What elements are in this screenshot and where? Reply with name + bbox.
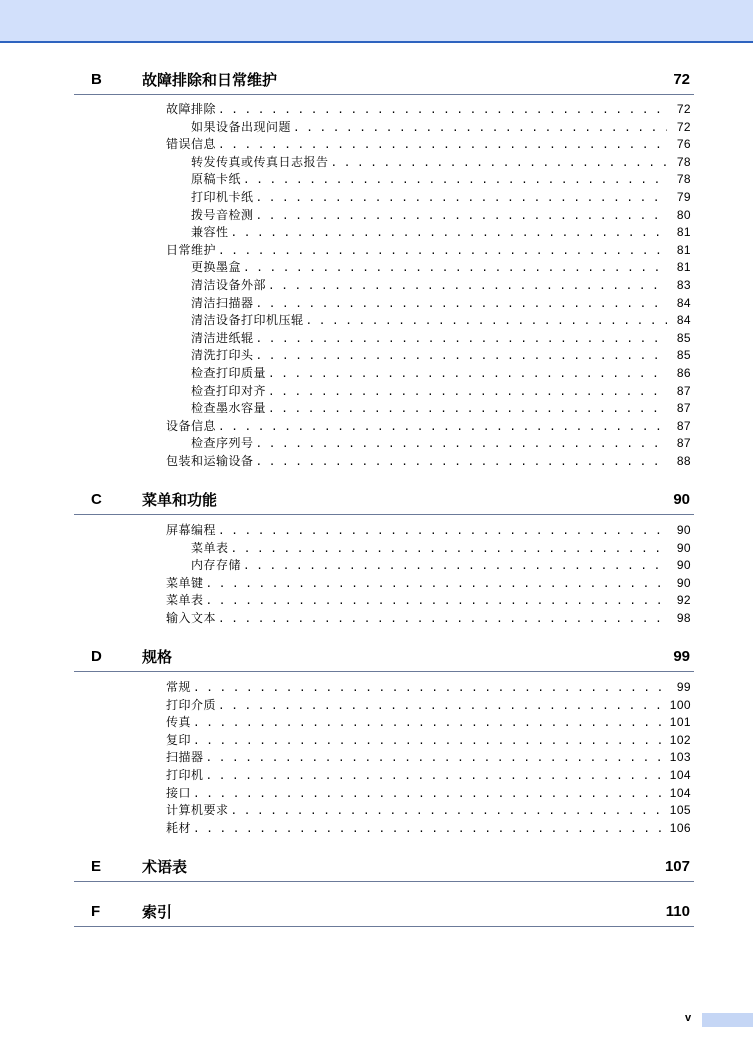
toc-entry-title: 更换墨盒: [191, 260, 242, 275]
chapter-heading-d[interactable]: [74, 647, 694, 672]
toc-entry[interactable]: [191, 435, 691, 453]
page-number: v: [685, 1012, 692, 1024]
dot-leader: [256, 347, 667, 365]
toc-entry-title: 打印介质: [166, 697, 217, 712]
toc-entry-title: 检查打印质量: [191, 366, 267, 380]
dot-leader: [231, 802, 666, 820]
chapter-letter: F: [91, 903, 101, 920]
chapter-page: 90: [673, 491, 690, 508]
dot-leader: [256, 330, 667, 348]
toc-entry[interactable]: [191, 171, 691, 189]
dot-leader: [206, 767, 666, 785]
toc-entry[interactable]: [191, 259, 691, 277]
toc-entry[interactable]: [166, 679, 691, 697]
toc-entry-page: 90: [676, 558, 691, 573]
dot-leader: [268, 277, 667, 295]
toc-entry-page: 84: [676, 313, 691, 328]
toc-entry-title: 检查序列号: [191, 436, 254, 451]
toc-entry-title: 菜单表: [191, 540, 229, 555]
toc-entry[interactable]: [166, 575, 691, 593]
toc-entry-title: 内存存储: [191, 558, 242, 573]
toc-entry-page: 106: [669, 820, 691, 835]
dot-leader: [331, 154, 667, 172]
dot-leader: [218, 242, 667, 260]
chapter-title: 故障排除和日常维护: [142, 71, 278, 89]
toc-entry-page: 76: [676, 137, 691, 152]
page-number-tab: [702, 1013, 753, 1027]
toc-entry-page: 87: [676, 436, 691, 451]
toc-entry-page: 78: [676, 172, 691, 187]
toc-entry-page: 99: [676, 680, 691, 694]
toc-entry-title: 接口: [166, 785, 192, 800]
toc-entry[interactable]: [166, 242, 691, 260]
dot-leader: [218, 136, 667, 154]
toc-entry[interactable]: [166, 610, 691, 628]
chapter-title: 规格: [142, 648, 173, 666]
toc-entry[interactable]: [166, 453, 691, 471]
toc-entry[interactable]: [191, 154, 691, 172]
toc-entry[interactable]: [191, 119, 691, 137]
toc-entry-title: 输入文本: [166, 611, 217, 625]
toc-entry-page: 78: [676, 154, 691, 169]
toc-entry-page: 90: [676, 523, 691, 537]
toc-entry[interactable]: [166, 714, 691, 732]
toc-entry[interactable]: [166, 802, 691, 820]
toc-entry-page: 104: [669, 785, 691, 800]
dot-leader: [206, 749, 666, 767]
toc-entry-title: 清洁进纸辊: [191, 330, 254, 345]
dot-leader: [256, 453, 667, 471]
toc-entry[interactable]: [166, 749, 691, 767]
toc-entry-page: 86: [676, 366, 691, 380]
chapter-title: 术语表: [142, 858, 188, 876]
toc-entry-page: 90: [676, 575, 691, 590]
toc-entry-title: 菜单键: [166, 575, 204, 590]
chapter-heading-f[interactable]: [74, 902, 694, 927]
chapter-page: 99: [673, 648, 690, 665]
toc-entry-title: 兼容性: [191, 225, 229, 240]
toc-entry[interactable]: [191, 400, 691, 418]
toc-entry-title: 耗材: [166, 820, 192, 835]
toc-entry-title: 检查墨水容量: [191, 401, 267, 416]
dot-leader: [268, 400, 667, 418]
toc-entry-page: 72: [676, 119, 691, 134]
toc-entry-page: 81: [676, 225, 691, 240]
dot-leader: [218, 101, 667, 119]
toc-entry-title: 拨号音检测: [191, 207, 254, 222]
toc-entry-title: 计算机要求: [166, 803, 229, 818]
toc-entry-page: 90: [676, 540, 691, 555]
toc-entry-page: 87: [676, 383, 691, 398]
toc-entry-title: 打印机: [166, 768, 204, 782]
toc-entry-page: 79: [676, 190, 691, 204]
chapter-letter: E: [91, 858, 102, 875]
toc-entry[interactable]: [166, 767, 691, 785]
toc-entry[interactable]: [191, 277, 691, 295]
dot-leader: [218, 697, 666, 715]
toc-entry[interactable]: [191, 312, 691, 330]
toc-entry[interactable]: [166, 732, 691, 750]
dot-leader: [193, 820, 666, 838]
toc-entry-title: 检查打印对齐: [191, 383, 267, 398]
dot-leader: [243, 259, 667, 277]
toc-entry[interactable]: [191, 383, 691, 401]
dot-leader: [218, 418, 667, 436]
toc-entry-page: 81: [676, 242, 691, 257]
toc-entry[interactable]: [166, 101, 691, 119]
toc-entry-title: 打印机卡纸: [191, 190, 254, 204]
chapter-title: 索引: [142, 903, 173, 921]
toc-entry[interactable]: [166, 592, 691, 610]
chapter-letter: D: [91, 648, 102, 665]
toc-entry[interactable]: [191, 330, 691, 348]
toc-entry-page: 103: [669, 750, 691, 765]
dot-leader: [268, 365, 667, 383]
dot-leader: [243, 557, 667, 575]
toc-entry-page: 88: [676, 454, 691, 468]
dot-leader: [231, 224, 667, 242]
toc-entry-page: 83: [676, 278, 691, 292]
toc-entry-title: 原稿卡纸: [191, 172, 242, 187]
toc-entry-page: 104: [669, 768, 691, 782]
toc-entry[interactable]: [191, 347, 691, 365]
dot-leader: [268, 383, 667, 401]
dot-leader: [193, 714, 666, 732]
toc-entry-page: 87: [676, 401, 691, 416]
header-band: [0, 0, 753, 43]
toc-entry[interactable]: [166, 785, 691, 803]
toc-entry[interactable]: [191, 189, 691, 207]
toc-entry-title: 清洁设备外部: [191, 278, 267, 292]
dot-leader: [306, 312, 667, 330]
dot-leader: [218, 522, 667, 540]
chapter-letter: C: [91, 491, 102, 508]
toc-entry-page: 85: [676, 348, 691, 363]
dot-leader: [231, 540, 667, 558]
toc-entry[interactable]: [191, 540, 691, 558]
dot-leader: [256, 207, 667, 225]
dot-leader: [193, 785, 666, 803]
chapter-title: 菜单和功能: [142, 491, 218, 509]
dot-leader: [256, 435, 667, 453]
dot-leader: [256, 295, 667, 313]
toc-entry-title: 如果设备出现问题: [191, 119, 292, 134]
chapter-letter: B: [91, 71, 102, 88]
dot-leader: [218, 610, 667, 628]
chapter-heading-b[interactable]: [74, 70, 694, 95]
dot-leader: [243, 171, 667, 189]
toc-entry-page: 81: [676, 260, 691, 275]
toc-entry[interactable]: [166, 697, 691, 715]
toc-entry-title: 菜单表: [166, 593, 204, 608]
toc-entry-page: 98: [676, 611, 691, 625]
toc-entry-page: 72: [676, 102, 691, 116]
toc-entry-title: 错误信息: [166, 137, 217, 152]
chapter-heading-e[interactable]: [74, 857, 694, 882]
toc-entry-title: 复印: [166, 732, 192, 747]
toc-entry[interactable]: [166, 522, 691, 540]
toc-entry-title: 传真: [166, 715, 192, 730]
chapter-page: 110: [665, 903, 690, 920]
toc-entry-title: 清洁扫描器: [191, 295, 254, 310]
toc-entry-page: 102: [669, 732, 691, 747]
toc-entry-page: 87: [676, 418, 691, 433]
toc-entry-page: 105: [669, 803, 691, 818]
chapter-page: 72: [673, 71, 690, 88]
chapter-page: 107: [664, 858, 690, 875]
toc-entry-page: 101: [669, 715, 691, 730]
toc-entry[interactable]: [166, 136, 691, 154]
toc-entry-title: 清洁设备打印机压辊: [191, 313, 304, 328]
toc-entry[interactable]: [166, 418, 691, 436]
dot-leader: [256, 189, 667, 207]
toc-entry-page: 92: [676, 593, 691, 608]
toc-entry-page: 80: [676, 207, 691, 222]
toc-entry[interactable]: [191, 295, 691, 313]
dot-leader: [193, 679, 667, 697]
dot-leader: [293, 119, 667, 137]
chapter-heading-c[interactable]: [74, 490, 694, 515]
toc-entry-title: 故障排除: [166, 102, 217, 116]
toc-entry-title: 转发传真或传真日志报告: [191, 154, 329, 169]
toc-entry-title: 扫描器: [166, 750, 204, 765]
toc-entry-title: 包装和运输设备: [166, 454, 254, 468]
toc-entry[interactable]: [191, 365, 691, 383]
dot-leader: [206, 575, 667, 593]
toc-entry-title: 设备信息: [166, 418, 217, 433]
toc-entry-title: 常规: [166, 680, 192, 694]
dot-leader: [193, 732, 666, 750]
toc-entry[interactable]: [191, 224, 691, 242]
toc-entry-title: 屏幕编程: [166, 523, 217, 537]
toc-entry-page: 85: [676, 330, 691, 345]
toc-entry-page: 100: [669, 697, 691, 712]
toc-entry-title: 清洗打印头: [191, 348, 254, 363]
toc-entry[interactable]: [191, 557, 691, 575]
dot-leader: [206, 592, 667, 610]
toc-entry[interactable]: [191, 207, 691, 225]
toc-entry[interactable]: [166, 820, 691, 838]
toc-entry-page: 84: [676, 295, 691, 310]
toc-entry-title: 日常维护: [166, 242, 217, 257]
